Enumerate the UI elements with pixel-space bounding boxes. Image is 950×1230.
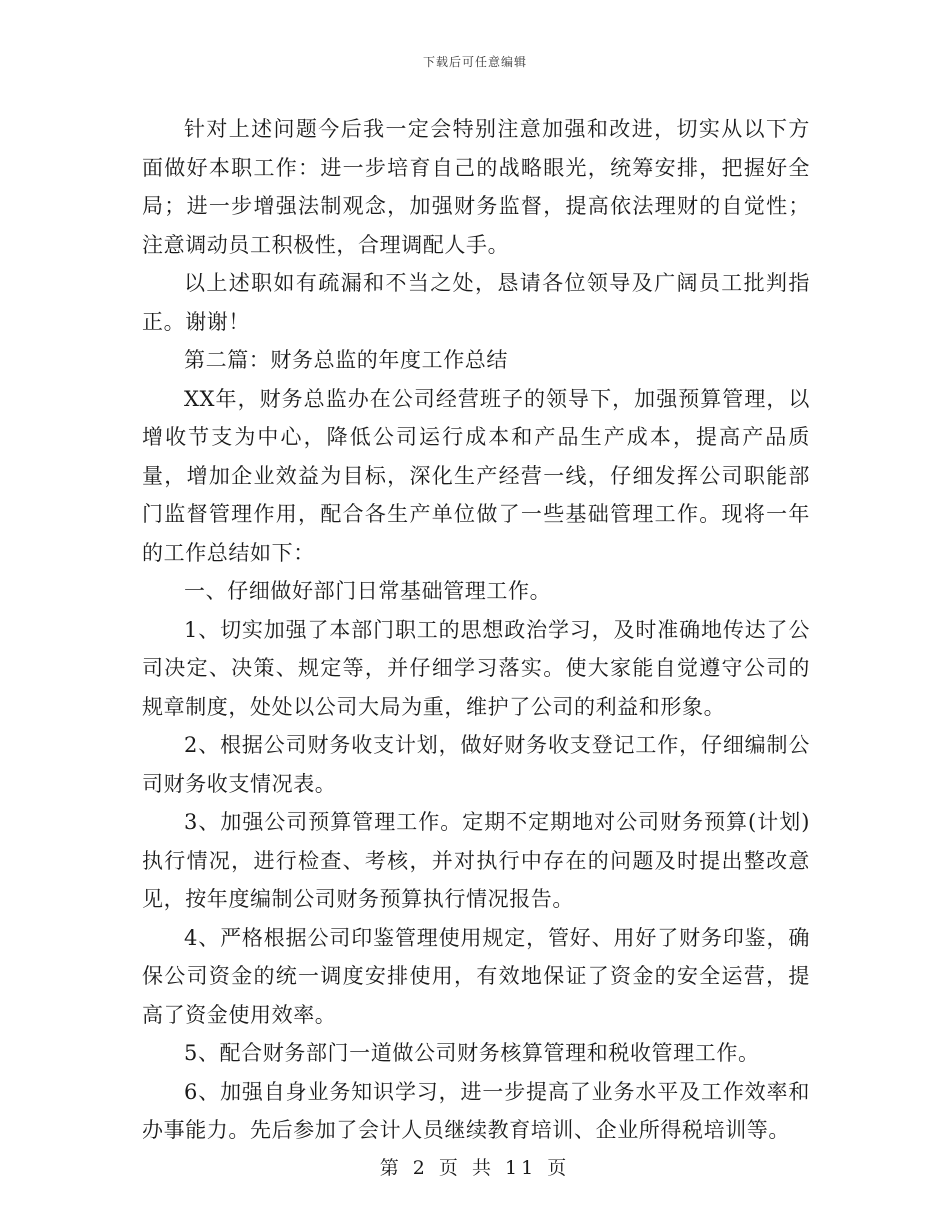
list-item-4: 4、严格根据公司印鉴管理使用规定，管好、用好了财务印鉴，确保公司资金的统一调度安排使用，有效地保证了资金的安全运营，提高了资金使用效率。 xyxy=(142,925,810,1027)
list-item-3: 3、加强公司预算管理工作。定期不定期地对公司财务预算(计划)执行情况，进行检查、考核，并对执行中存在的问题及时提出整改意见，按年度编制公司财务预算执行情况报告。 xyxy=(142,810,810,911)
page-header: 下载后可任意编辑 xyxy=(422,55,527,69)
paragraph-improvement-plan: 针对上述问题今后我一定会特别注意加强和改进，切实从以下方面做好本职工作：进一步培育自己的战略眼光，统筹安排，把握好全局；进一步增强法制观念，加强财务监督，提高依法理财的自觉性；注意调动员工积极性，合理调配人手。 xyxy=(142,117,810,257)
page-number-footer: 第 2 页 共 11 页 xyxy=(379,1157,571,1179)
list-item-6: 6、加强自身业务知识学习，进一步提高了业务水平及工作效率和办事能力。先后参加了会计人员继续教育培训、企业所得税培训等。 xyxy=(142,1079,810,1142)
paragraph-annual-overview: XX年，财务总监办在公司经营班子的领导下，加强预算管理，以增收节支为中心，降低公司运行成本和产品生产成本，提高产品质量，增加企业效益为目标，深化生产经营一线，仔细发挥公司职能部门监督管理作用，配合各生产单位做了一些基础管理工作。现将一年的工作总结如下： xyxy=(142,386,810,565)
list-item-2: 2、根据公司财务收支计划，做好财务收支登记工作，仔细编制公司财务收支情况表。 xyxy=(142,733,810,796)
document-body xyxy=(142,110,810,1150)
section-title-second-article: 第二篇：财务总监的年度工作总结 xyxy=(184,348,508,372)
list-item-5: 5、配合财务部门一道做公司财务核算管理和税收管理工作。 xyxy=(184,1041,760,1065)
paragraph-closing-remarks: 以上述职如有疏漏和不当之处，恳请各位领导及广阔员工批判指正。谢谢！ xyxy=(142,271,810,334)
list-item-1: 1、切实加强了本部门职工的思想政治学习，及时准确地传达了公司决定、决策、规定等，并仔细学习落实。使大家能自觉遵守公司的规章制度，处处以公司大局为重，维护了公司的利益和形象。 xyxy=(142,617,810,719)
heading-section-one: 一、仔细做好部门日常基础管理工作。 xyxy=(184,579,552,603)
